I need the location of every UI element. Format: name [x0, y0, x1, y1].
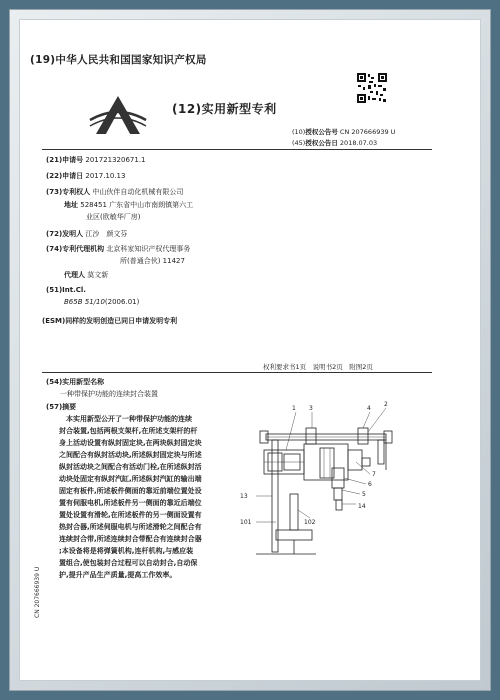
- figure-label-5: 5: [362, 491, 366, 498]
- abstract-line: 之间配合有纵封活动块,所述纵封固定块与所述: [59, 451, 202, 459]
- utility-model-title: 一种带保护功能的连续封合装置: [60, 390, 158, 398]
- qr-code: [357, 73, 387, 103]
- abstract-line: 本实用新型公开了一种带保护功能的连续: [66, 415, 192, 423]
- figure-label-101: 101: [240, 519, 252, 526]
- figure-label-14: 14: [358, 503, 366, 510]
- application-date: (22)申请日 2017.10.13: [46, 172, 126, 180]
- figure-label-4: 4: [367, 405, 371, 412]
- abstract-line: 身上活动设置有纵封固定块,在两块纵封固定块: [59, 439, 202, 447]
- abstract-label: (57)摘要: [46, 403, 77, 411]
- figure-label-13: 13: [240, 493, 248, 500]
- abstract-line: 连续封合带,所述连续封合带配合有连续封合器: [59, 535, 202, 543]
- side-publication-number: CN 207666939 U: [34, 566, 41, 618]
- figure-label-1: 1: [292, 405, 296, 412]
- abstract-line: 热封合器,所述伺服电机与所述滑轮之间配合有: [59, 523, 202, 531]
- figure-label-102: 102: [304, 519, 316, 526]
- abstract-line: 护,提升产品生产质量,提高工作效率。: [59, 571, 177, 579]
- figure-label-3: 3: [309, 405, 313, 412]
- esm-note: (ESM)同样的发明创造已同日申请发明专利: [42, 317, 178, 325]
- inventors: (72)发明人 江沙 颜文芬: [46, 230, 128, 238]
- document-type: (12)实用新型专利: [172, 102, 277, 116]
- office-line: (19)中华人民共和国国家知识产权局: [30, 54, 207, 66]
- page-counts: 权利要求书1页 说明书2页 附图2页: [263, 363, 373, 371]
- agent: 代理人 莫文新: [64, 271, 109, 279]
- figure-label-6: 6: [368, 481, 372, 488]
- int-cl-label: (51)Int.Cl.: [46, 286, 86, 294]
- address-cont: 业区(欧敏华厂房): [86, 213, 141, 221]
- abstract-line: 置有伺服电机,所述板件另一侧面的靠近后端位: [59, 499, 202, 507]
- abstract-line: 动块处固定有纵封汽缸,所述纵封汽缸的输出端: [59, 475, 202, 483]
- figure-label-7: 7: [372, 471, 376, 478]
- abstract-drawing: [236, 398, 414, 558]
- address: 地址 528451 广东省中山市南朗镇第六工: [64, 201, 194, 209]
- application-number: (21)申请号 201721320671.1: [46, 156, 146, 164]
- abstract-line: ;本设备将是将弹簧机构,连杆机构,与感应装: [59, 547, 194, 555]
- agency-cont: 所(普通合伙) 11427: [120, 257, 185, 265]
- agency: (74)专利代理机构 北京科家知识产权代理事务: [46, 245, 191, 253]
- int-cl-value: B65B 51/10(2006.01): [64, 298, 140, 306]
- patentee: (73)专利权人 中山伙伴自动化机械有限公司: [46, 188, 184, 196]
- cnipa-logo: [88, 90, 148, 138]
- figure-label-2: 2: [384, 401, 388, 408]
- abstract-line: 封合装置,包括两根支架杆,在所述支架杆的杆: [59, 427, 198, 435]
- abstract-line: 纵封活动块之间配合有活动门栓,在所述纵封活: [59, 463, 202, 471]
- abstract-line: 固定有板件,所述板件侧面的靠近前端位置处设: [59, 487, 202, 495]
- utility-model-title-label: (54)实用新型名称: [46, 378, 105, 386]
- abstract-line: 置处设置有滑轮,在所述板件的另一侧面设置有: [59, 511, 202, 519]
- abstract-line: 置组合,使包装封合过程可以自动封合,自动保: [59, 559, 198, 567]
- publication-date: (45)授权公告日 2018.07.03: [292, 139, 378, 147]
- header-divider: [42, 149, 432, 150]
- publication-number: (10)授权公告号 CN 207666939 U: [292, 128, 396, 136]
- mid-divider: [42, 372, 432, 373]
